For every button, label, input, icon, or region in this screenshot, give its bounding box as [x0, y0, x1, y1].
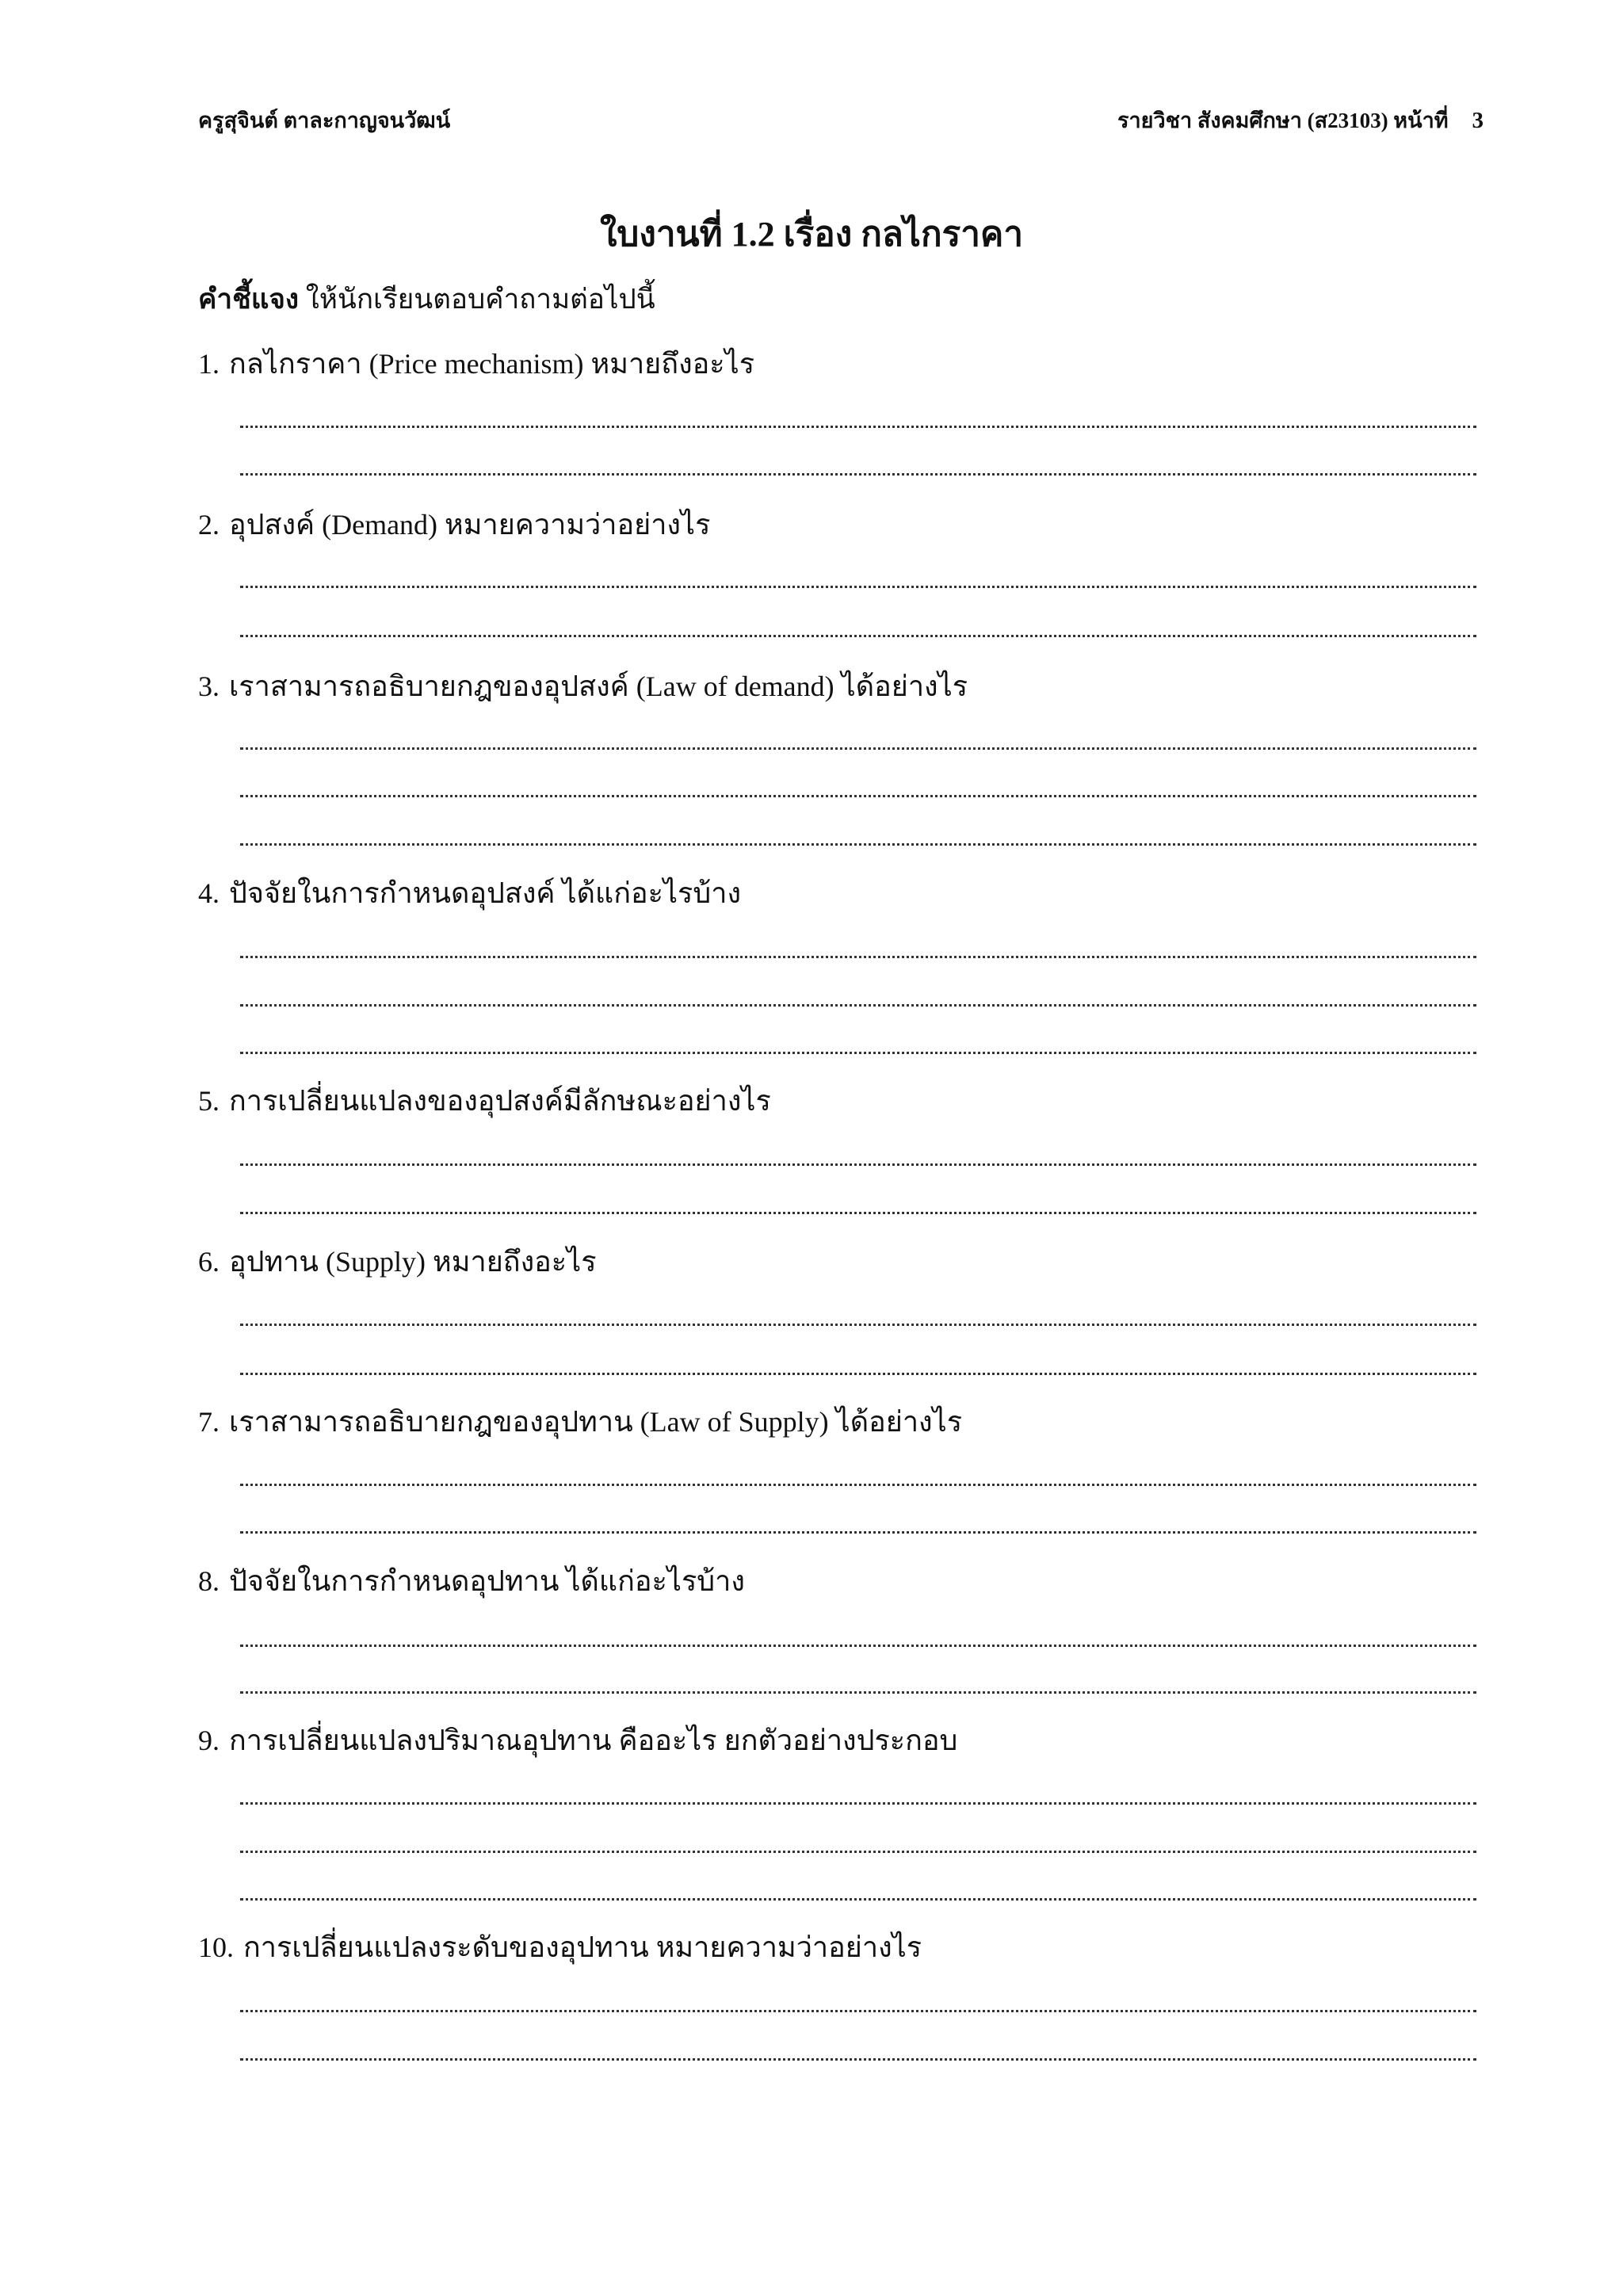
question-text: การเปลี่ยนแปลงปริมาณอุปทาน คืออะไร ยกตัวอย่างประกอบ: [229, 1725, 958, 1756]
answer-line[interactable]: [240, 2010, 1476, 2012]
answer-line[interactable]: [240, 1373, 1476, 1375]
page-number: 3: [1472, 108, 1484, 133]
question-text: อุปทาน (Supply) หมายถึงอะไร: [229, 1246, 597, 1278]
answer-line[interactable]: [240, 635, 1476, 637]
answer-line[interactable]: [240, 795, 1476, 797]
question-1: [198, 341, 754, 386]
question-9: [198, 1717, 957, 1763]
answer-line[interactable]: [240, 843, 1476, 846]
question-text: กลไกราคา (Price mechanism) หมายถึงอะไร: [229, 348, 755, 380]
question-number: 6.: [198, 1246, 220, 1278]
teacher-name: ครูสุจินต์ ตาละกาญจนวัฒน์: [198, 109, 451, 132]
answer-line[interactable]: [240, 586, 1476, 588]
answer-line[interactable]: [240, 1645, 1476, 1647]
worksheet-title: ใบงานที่ 1.2 เรื่อง กลไกราคา: [599, 215, 1024, 254]
answer-line[interactable]: [240, 1691, 1476, 1694]
question-text: เราสามารถอธิบายกฎของอุปทาน (Law of Supply) ได้อย่างไร: [229, 1406, 963, 1438]
question-text: อุปสงค์ (Demand) หมายความว่าอย่างไร: [229, 509, 711, 541]
question-6: [198, 1239, 597, 1284]
answer-line[interactable]: [240, 1004, 1476, 1007]
question-3: [198, 663, 968, 709]
question-number: 8.: [198, 1565, 220, 1597]
question-5: [198, 1078, 771, 1123]
question-10: [198, 1924, 922, 1969]
answer-line[interactable]: [240, 1324, 1476, 1326]
question-8: [198, 1558, 745, 1603]
question-text: การเปลี่ยนแปลงของอุปสงค์มีลักษณะอย่างไร: [229, 1085, 771, 1117]
answer-line[interactable]: [240, 1851, 1476, 1853]
question-text: เราสามารถอธิบายกฎของอุปสงค์ (Law of demand) ได้อย่างไร: [229, 670, 968, 702]
instructions-label: คำชี้แจง: [198, 284, 299, 315]
answer-line[interactable]: [240, 956, 1476, 958]
question-text: การเปลี่ยนแปลงระดับของอุปทาน หมายความว่าอย่างไร: [243, 1931, 922, 1963]
answer-line[interactable]: [240, 1531, 1476, 1534]
question-text: ปัจจัยในการกำหนดอุปสงค์ ได้แก่อะไรบ้าง: [229, 877, 742, 909]
answer-line[interactable]: [240, 1802, 1476, 1805]
answer-line[interactable]: [240, 1052, 1476, 1054]
answer-line[interactable]: [240, 2058, 1476, 2061]
question-number: 5.: [198, 1085, 220, 1117]
answer-line[interactable]: [240, 1163, 1476, 1166]
question-number: 3.: [198, 670, 220, 702]
question-4: [198, 870, 741, 915]
question-number: 1.: [198, 348, 220, 380]
instructions-text: ให้นักเรียนตอบคำถามต่อไปนี้: [298, 284, 655, 315]
subject-label: รายวิชา สังคมศึกษา (ส23103) หน้าที่: [1117, 109, 1449, 132]
question-number: 7.: [198, 1406, 220, 1438]
answer-line[interactable]: [240, 473, 1476, 476]
answer-line[interactable]: [240, 1212, 1476, 1214]
answer-line[interactable]: [240, 1484, 1476, 1486]
answer-line[interactable]: [240, 1898, 1476, 1901]
question-number: 10.: [198, 1931, 234, 1963]
subject-header: [1117, 103, 1484, 137]
question-text: ปัจจัยในการกำหนดอุปทาน ได้แก่อะไรบ้าง: [229, 1565, 745, 1597]
question-7: [198, 1399, 962, 1444]
answer-line[interactable]: [240, 747, 1476, 750]
question-number: 9.: [198, 1725, 220, 1756]
instructions: [198, 277, 655, 321]
question-number: 2.: [198, 509, 220, 541]
question-2: [198, 502, 710, 547]
question-number: 4.: [198, 877, 220, 909]
answer-line[interactable]: [240, 426, 1476, 428]
